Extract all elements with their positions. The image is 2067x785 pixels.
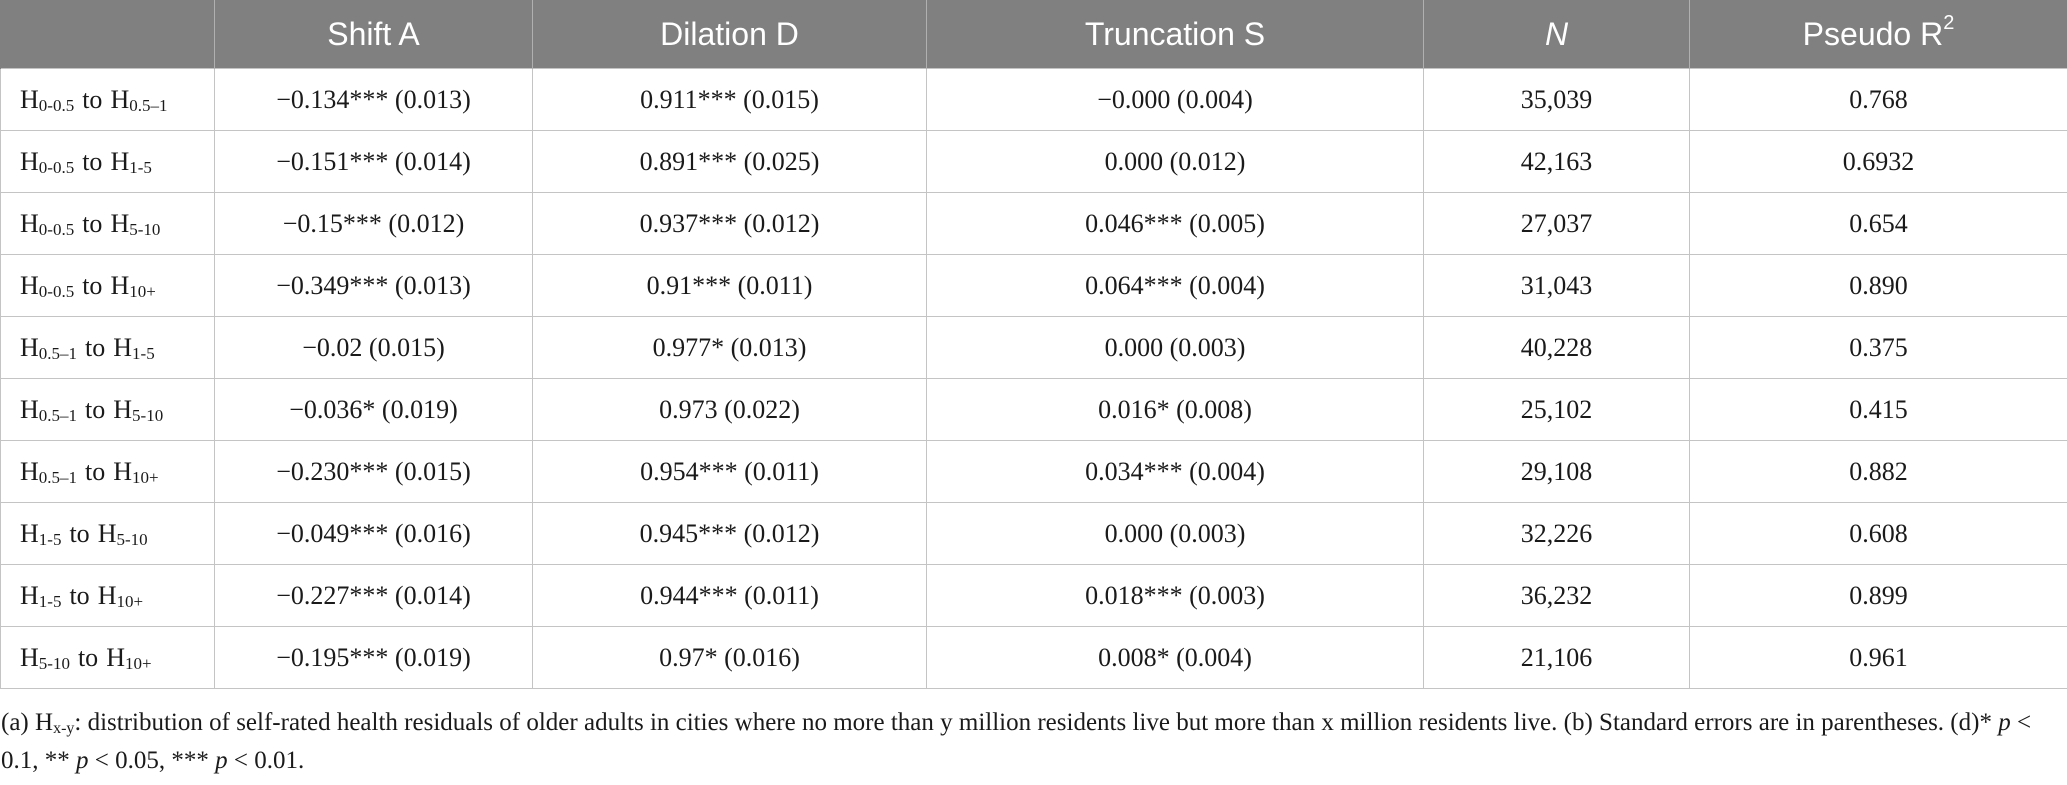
row-label xyxy=(1,69,215,131)
cell-n: 42,163 xyxy=(1424,131,1690,193)
row-label xyxy=(1,565,215,627)
row-label-from-sub: 0-0.5 xyxy=(38,281,75,301)
cell-dilation: 0.973 (0.022) xyxy=(533,379,927,441)
header-pseudo-label: Pseudo R xyxy=(1802,16,1944,52)
table-row xyxy=(1,193,2067,255)
table-row xyxy=(1,441,2067,503)
header-cell-comparison xyxy=(1,1,215,69)
cell-dilation: 0.945*** (0.012) xyxy=(533,503,927,565)
row-label-connector: to xyxy=(85,394,106,424)
row-label-to-base: H xyxy=(110,270,130,300)
table-footnote xyxy=(0,689,2061,778)
table-row xyxy=(1,317,2067,379)
cell-dilation: 0.937*** (0.012) xyxy=(533,193,927,255)
cell-n: 27,037 xyxy=(1424,193,1690,255)
row-label-to-sub: 5-10 xyxy=(132,405,164,425)
row-label-from-sub: 5-10 xyxy=(38,653,70,673)
row-label-to-base: H xyxy=(113,394,133,424)
header-n-label: N xyxy=(1544,16,1569,52)
footnote-t3: < 0.01. xyxy=(227,747,305,774)
cell-pseudo-r2: 0.6932 xyxy=(1690,131,2067,193)
cell-shift: −0.230*** (0.015) xyxy=(215,441,533,503)
row-label xyxy=(1,317,215,379)
table-row xyxy=(1,69,2067,131)
footnote-a-sub: x-y xyxy=(53,720,75,737)
cell-dilation: 0.891*** (0.025) xyxy=(533,131,927,193)
row-label-from-base: H xyxy=(20,146,39,176)
cell-dilation: 0.977* (0.013) xyxy=(533,317,927,379)
cell-n: 21,106 xyxy=(1424,627,1690,689)
row-label-from-base: H xyxy=(20,270,39,300)
row-label-connector: to xyxy=(69,518,90,548)
cell-truncation: 0.000 (0.012) xyxy=(927,131,1424,193)
row-label-connector: to xyxy=(77,642,99,672)
cell-shift: −0.049*** (0.016) xyxy=(215,503,533,565)
header-cell-shift: Shift A xyxy=(215,1,533,69)
table-row xyxy=(1,565,2067,627)
row-label-to-sub: 1-5 xyxy=(129,157,152,177)
row-label-from-sub: 0-0.5 xyxy=(38,95,75,115)
row-label-connector: to xyxy=(82,146,103,176)
footnote-a-text: : distribution of self-rated health residuals of older adults in cities where no more than y million residents live but more than x million residents live. (b) Standard errors are in parentheses. (d)* xyxy=(74,709,1999,736)
cell-dilation: 0.944*** (0.011) xyxy=(533,565,927,627)
cell-shift: −0.349*** (0.013) xyxy=(215,255,533,317)
footnote-p3: p xyxy=(215,747,228,774)
table-row xyxy=(1,503,2067,565)
header-row xyxy=(1,1,2067,69)
row-label-from-sub: 0.5–1 xyxy=(38,405,78,425)
row-label-from-sub: 0.5–1 xyxy=(38,343,78,363)
row-label-to-sub: 10+ xyxy=(124,653,152,673)
row-label-to-sub: 5-10 xyxy=(116,529,148,549)
cell-n: 35,039 xyxy=(1424,69,1690,131)
cell-truncation: 0.064*** (0.004) xyxy=(927,255,1424,317)
header-cell-pseudo-r2 xyxy=(1690,1,2067,69)
row-label-to-sub: 10+ xyxy=(132,467,159,487)
header-cell-n xyxy=(1424,1,1690,69)
cell-dilation: 0.954*** (0.011) xyxy=(533,441,927,503)
row-label-to-base: H xyxy=(110,208,130,238)
footnote-p2: p xyxy=(76,747,89,774)
footnote-t2: < 0.05, *** xyxy=(88,747,216,774)
row-label xyxy=(1,503,215,565)
cell-n: 29,108 xyxy=(1424,441,1690,503)
cell-pseudo-r2: 0.608 xyxy=(1690,503,2067,565)
cell-pseudo-r2: 0.654 xyxy=(1690,193,2067,255)
row-label-from-sub: 0-0.5 xyxy=(38,219,75,239)
cell-truncation: 0.008* (0.004) xyxy=(927,627,1424,689)
row-label-connector: to xyxy=(82,84,103,114)
row-label-to-sub: 1-5 xyxy=(132,343,155,363)
row-label-from-base: H xyxy=(20,456,39,486)
header-cell-truncation: Truncation S xyxy=(927,1,1424,69)
row-label-from-base: H xyxy=(20,84,39,114)
cell-truncation: 0.000 (0.003) xyxy=(927,317,1424,379)
row-label-to-base: H xyxy=(97,580,117,610)
row-label-to-base: H xyxy=(113,332,133,362)
cell-truncation: −0.000 (0.004) xyxy=(927,69,1424,131)
cell-pseudo-r2: 0.375 xyxy=(1690,317,2067,379)
row-label-connector: to xyxy=(85,456,106,486)
cell-shift: −0.227*** (0.014) xyxy=(215,565,533,627)
row-label-from-sub: 1-5 xyxy=(38,529,62,549)
row-label-connector: to xyxy=(82,270,103,300)
cell-truncation: 0.046*** (0.005) xyxy=(927,193,1424,255)
row-label xyxy=(1,131,215,193)
cell-n: 25,102 xyxy=(1424,379,1690,441)
cell-n: 40,228 xyxy=(1424,317,1690,379)
footnote-t1: < 0.1, ** xyxy=(1,709,2032,774)
row-label-from-sub: 1-5 xyxy=(38,591,62,611)
cell-truncation: 0.034*** (0.004) xyxy=(927,441,1424,503)
cell-pseudo-r2: 0.961 xyxy=(1690,627,2067,689)
row-label xyxy=(1,379,215,441)
row-label-to-sub: 0.5–1 xyxy=(129,95,168,115)
cell-shift: −0.15*** (0.012) xyxy=(215,193,533,255)
table-body xyxy=(1,69,2067,689)
table-row xyxy=(1,627,2067,689)
cell-pseudo-r2: 0.768 xyxy=(1690,69,2067,131)
cell-dilation: 0.911*** (0.015) xyxy=(533,69,927,131)
row-label-from-base: H xyxy=(20,518,39,548)
cell-pseudo-r2: 0.890 xyxy=(1690,255,2067,317)
row-label-to-sub: 5-10 xyxy=(129,219,161,239)
row-label-to-base: H xyxy=(106,642,125,672)
row-label-to-sub: 10+ xyxy=(129,281,156,301)
cell-dilation: 0.97* (0.016) xyxy=(533,627,927,689)
cell-shift: −0.02 (0.015) xyxy=(215,317,533,379)
cell-pseudo-r2: 0.899 xyxy=(1690,565,2067,627)
row-label-from-sub: 0-0.5 xyxy=(38,157,75,177)
row-label-connector: to xyxy=(69,580,90,610)
header-pseudo-sup: 2 xyxy=(1943,12,1955,35)
table-row xyxy=(1,255,2067,317)
header-cell-dilation: Dilation D xyxy=(533,1,927,69)
cell-pseudo-r2: 0.415 xyxy=(1690,379,2067,441)
row-label xyxy=(1,193,215,255)
cell-shift: −0.195*** (0.019) xyxy=(215,627,533,689)
footnote-a-prefix: (a) H xyxy=(1,709,54,736)
row-label xyxy=(1,441,215,503)
cell-n: 31,043 xyxy=(1424,255,1690,317)
table-row xyxy=(1,379,2067,441)
footnote-p1: p xyxy=(1998,709,2011,736)
cell-shift: −0.151*** (0.014) xyxy=(215,131,533,193)
cell-truncation: 0.018*** (0.003) xyxy=(927,565,1424,627)
row-label-from-base: H xyxy=(20,394,39,424)
cell-pseudo-r2: 0.882 xyxy=(1690,441,2067,503)
row-label-from-base: H xyxy=(20,642,39,672)
row-label-from-sub: 0.5–1 xyxy=(38,467,78,487)
cell-shift: −0.134*** (0.013) xyxy=(215,69,533,131)
row-label-to-sub: 10+ xyxy=(116,591,144,611)
table-row xyxy=(1,131,2067,193)
cell-dilation: 0.91*** (0.011) xyxy=(533,255,927,317)
cell-shift: −0.036* (0.019) xyxy=(215,379,533,441)
row-label xyxy=(1,627,215,689)
row-label xyxy=(1,255,215,317)
row-label-to-base: H xyxy=(113,456,133,486)
row-label-from-base: H xyxy=(20,332,39,362)
cell-n: 32,226 xyxy=(1424,503,1690,565)
row-label-connector: to xyxy=(85,332,106,362)
row-label-from-base: H xyxy=(20,208,39,238)
row-label-connector: to xyxy=(82,208,103,238)
row-label-to-base: H xyxy=(110,146,130,176)
cell-truncation: 0.000 (0.003) xyxy=(927,503,1424,565)
row-label-to-base: H xyxy=(110,84,130,114)
row-label-from-base: H xyxy=(20,580,39,610)
cell-n: 36,232 xyxy=(1424,565,1690,627)
cell-truncation: 0.016* (0.008) xyxy=(927,379,1424,441)
row-label-to-base: H xyxy=(97,518,117,548)
